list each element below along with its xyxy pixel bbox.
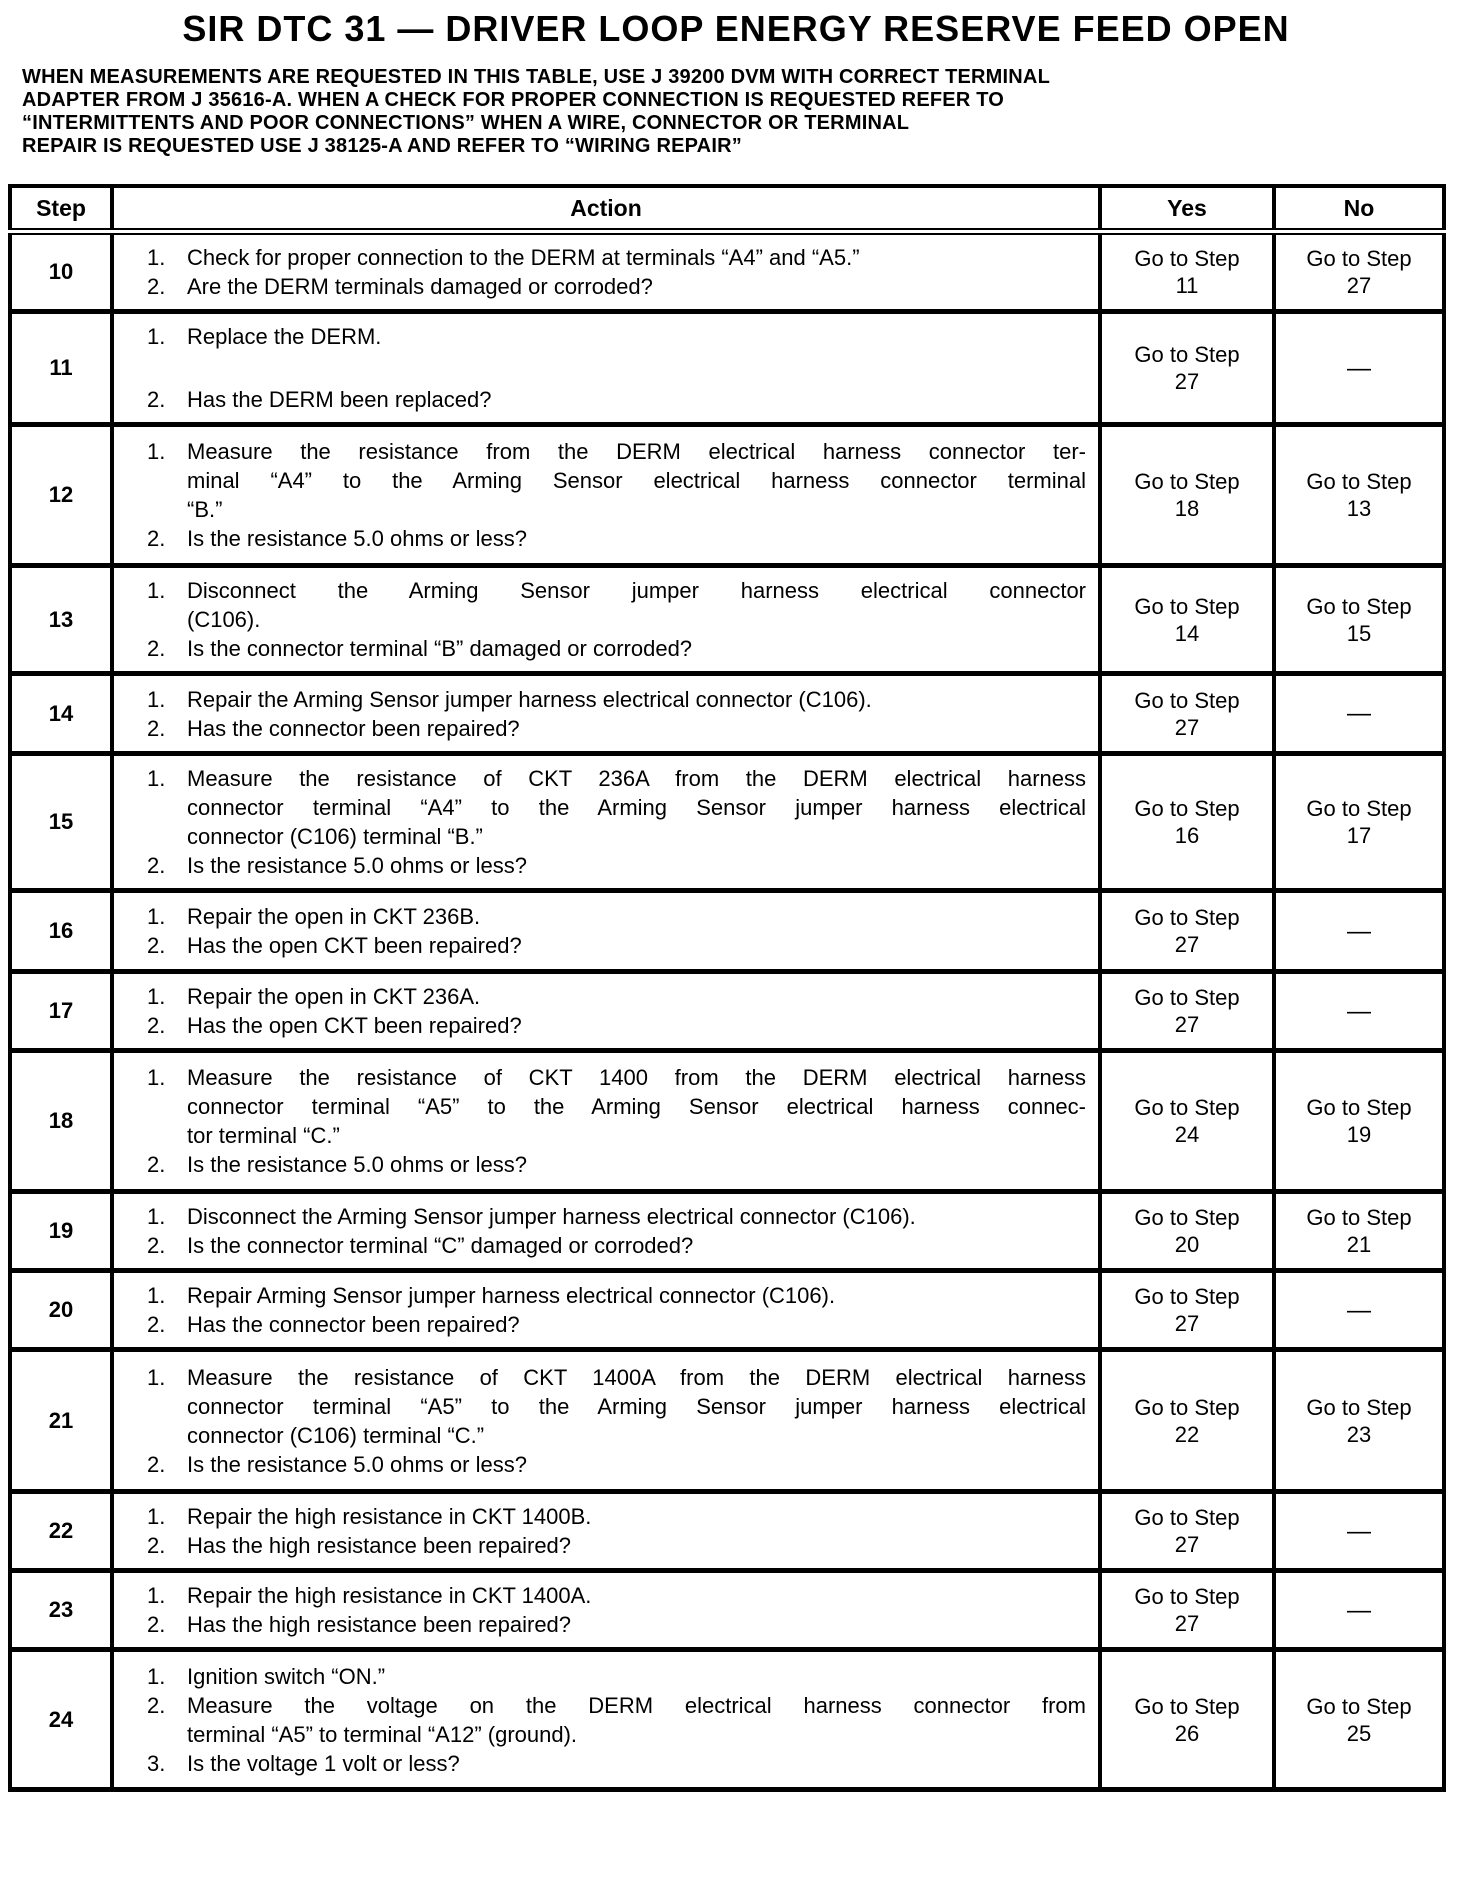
action-cell bbox=[112, 312, 1100, 425]
action-cell bbox=[112, 425, 1100, 566]
goto-text: Go to Step bbox=[1306, 1693, 1412, 1719]
goto-text: Go to Step bbox=[1134, 1505, 1240, 1530]
dash: — bbox=[1347, 917, 1371, 945]
intro-paragraph bbox=[22, 66, 1472, 158]
table-row bbox=[10, 312, 1444, 425]
action-line: Has the high resistance been repaired? bbox=[187, 1612, 572, 1637]
action-cell bbox=[112, 891, 1100, 972]
goto-step-number: 13 bbox=[1346, 496, 1372, 521]
action-item bbox=[147, 764, 1086, 851]
table-row bbox=[10, 1051, 1444, 1192]
action-item bbox=[147, 385, 1086, 414]
goto-step-number: 14 bbox=[1174, 620, 1200, 646]
action-items bbox=[147, 1502, 1086, 1560]
item-number: 1. bbox=[147, 1364, 166, 1390]
action-line: Measure the resistance from the DERM electrical harness connector ter- bbox=[187, 439, 1086, 464]
item-number: 2. bbox=[147, 933, 166, 958]
diagnostic-table bbox=[8, 184, 1446, 1792]
action-cell bbox=[112, 972, 1100, 1051]
goto-step-number: 27 bbox=[1174, 369, 1200, 394]
intro-line: “INTERMITTENTS AND POOR CONNECTIONS” WHEN A WIRE, CONNECTOR OR TERMINAL bbox=[22, 112, 910, 134]
header-cell-step: Step bbox=[10, 186, 112, 232]
header-row bbox=[10, 186, 1444, 232]
table-row bbox=[10, 1571, 1444, 1650]
goto-step-number: 26 bbox=[1174, 1720, 1200, 1746]
goto-step-number: 23 bbox=[1346, 1421, 1372, 1447]
action-item bbox=[147, 322, 1086, 351]
dash: — bbox=[1347, 700, 1371, 727]
no-cell bbox=[1274, 232, 1444, 312]
action-line: Measure the resistance of CKT 1400A from the DERM electrical harness bbox=[187, 1364, 1086, 1390]
action-item bbox=[147, 1749, 1086, 1778]
goto-step-number: 27 bbox=[1174, 1311, 1200, 1336]
action-items bbox=[147, 322, 1086, 414]
action-item bbox=[147, 524, 1086, 553]
goto-text: Go to Step bbox=[1134, 1095, 1240, 1120]
goto-text: Go to Step bbox=[1134, 796, 1240, 821]
item-number: 1. bbox=[147, 1583, 166, 1608]
step-cell: 23 bbox=[10, 1571, 112, 1650]
goto-step-number: 25 bbox=[1346, 1720, 1372, 1746]
item-number: 2. bbox=[147, 1692, 166, 1718]
action-cell bbox=[112, 674, 1100, 754]
step-cell: 11 bbox=[10, 312, 112, 425]
action-line: “B.” bbox=[187, 497, 223, 522]
action-item bbox=[147, 685, 1086, 714]
action-items bbox=[147, 1363, 1086, 1479]
action-items bbox=[147, 982, 1086, 1040]
action-item bbox=[147, 1691, 1086, 1749]
action-item bbox=[147, 437, 1086, 524]
action-line: Is the connector terminal “C” damaged or corroded? bbox=[187, 1233, 694, 1258]
goto-text: Go to Step bbox=[1134, 469, 1240, 494]
action-line: connector terminal “A5” to the Arming Sensor jumper harness electrical bbox=[187, 1393, 1086, 1419]
goto-text: Go to Step bbox=[1306, 1205, 1412, 1230]
goto-step-number: 15 bbox=[1346, 620, 1372, 646]
action-items bbox=[147, 764, 1086, 880]
item-number: 2. bbox=[147, 1233, 166, 1258]
item-number: 2. bbox=[147, 1451, 166, 1477]
no-cell bbox=[1274, 754, 1444, 891]
item-number: 1. bbox=[147, 324, 166, 349]
goto-text: Go to Step bbox=[1134, 342, 1240, 367]
action-items bbox=[147, 1063, 1086, 1179]
no-cell bbox=[1274, 1571, 1444, 1650]
action-line: Measure the resistance of CKT 1400 from the DERM electrical harness bbox=[187, 1065, 1086, 1090]
action-item bbox=[147, 1231, 1086, 1260]
action-item bbox=[147, 1610, 1086, 1639]
table-row bbox=[10, 1192, 1444, 1271]
item-number: 1. bbox=[147, 904, 166, 929]
header-cell-no: No bbox=[1274, 186, 1444, 232]
action-item bbox=[147, 1581, 1086, 1610]
action-items bbox=[147, 576, 1086, 663]
action-items bbox=[147, 1662, 1086, 1778]
goto-text: Go to Step bbox=[1134, 1584, 1240, 1609]
table-row bbox=[10, 754, 1444, 891]
yes-cell bbox=[1100, 232, 1274, 312]
table-row bbox=[10, 674, 1444, 754]
item-number: 2. bbox=[147, 1533, 166, 1558]
action-line: connector (C106) terminal “B.” bbox=[187, 824, 483, 849]
action-cell bbox=[112, 1271, 1100, 1350]
action-line: Is the connector terminal “B” damaged or corroded? bbox=[187, 636, 693, 661]
goto-text: Go to Step bbox=[1306, 1095, 1412, 1120]
action-line: Replace the DERM. bbox=[187, 324, 382, 349]
yes-cell bbox=[1100, 566, 1274, 674]
item-number: 1. bbox=[147, 578, 166, 603]
page-title: SIR DTC 31 — DRIVER LOOP ENERGY RESERVE FEED OPEN bbox=[182, 8, 1290, 49]
action-line: Is the resistance 5.0 ohms or less? bbox=[187, 853, 527, 878]
goto-step-number: 18 bbox=[1174, 496, 1200, 521]
item-number: 2. bbox=[147, 1013, 166, 1038]
yes-cell bbox=[1100, 1650, 1274, 1790]
action-item bbox=[147, 1531, 1086, 1560]
goto-text: Go to Step bbox=[1306, 593, 1412, 619]
action-cell bbox=[112, 232, 1100, 312]
action-item bbox=[147, 902, 1086, 931]
no-cell bbox=[1274, 566, 1444, 674]
action-line: Has the connector been repaired? bbox=[187, 1312, 520, 1337]
no-cell bbox=[1274, 312, 1444, 425]
item-number: 1. bbox=[147, 686, 166, 712]
action-items bbox=[147, 1202, 1086, 1260]
action-item bbox=[147, 1202, 1086, 1231]
goto-step-number: 20 bbox=[1174, 1232, 1200, 1257]
table-row bbox=[10, 1271, 1444, 1350]
step-cell: 10 bbox=[10, 232, 112, 312]
action-item bbox=[147, 851, 1086, 880]
action-line: Is the resistance 5.0 ohms or less? bbox=[187, 1451, 527, 1477]
action-item bbox=[147, 931, 1086, 960]
yes-cell bbox=[1100, 312, 1274, 425]
item-number: 3. bbox=[147, 1750, 166, 1776]
action-line: connector terminal “A5” to the Arming Sensor electrical harness connec- bbox=[187, 1094, 1086, 1119]
item-number: 2. bbox=[147, 1612, 166, 1637]
header-cell-action: Action bbox=[112, 186, 1100, 232]
step-cell: 22 bbox=[10, 1492, 112, 1571]
yes-cell bbox=[1100, 425, 1274, 566]
table-row bbox=[10, 232, 1444, 312]
action-item bbox=[147, 272, 1086, 301]
yes-cell bbox=[1100, 754, 1274, 891]
action-item bbox=[147, 1363, 1086, 1450]
action-item bbox=[147, 714, 1086, 743]
goto-step-number: 27 bbox=[1174, 932, 1200, 957]
item-number: 2. bbox=[147, 387, 166, 412]
step-cell: 16 bbox=[10, 891, 112, 972]
step-cell: 18 bbox=[10, 1051, 112, 1192]
action-items bbox=[147, 902, 1086, 960]
table-row bbox=[10, 1492, 1444, 1571]
item-number: 2. bbox=[147, 526, 166, 551]
goto-text: Go to Step bbox=[1306, 796, 1412, 821]
action-item bbox=[147, 1310, 1086, 1339]
yes-cell bbox=[1100, 674, 1274, 754]
action-line: Check for proper connection to the DERM at terminals “A4” and “A5.” bbox=[187, 245, 860, 270]
action-items bbox=[147, 1581, 1086, 1639]
action-cell bbox=[112, 1192, 1100, 1271]
goto-step-number: 27 bbox=[1174, 1012, 1200, 1037]
dash: — bbox=[1347, 1296, 1371, 1324]
goto-step-number: 27 bbox=[1174, 714, 1200, 740]
dash: — bbox=[1347, 354, 1371, 382]
item-number: 2. bbox=[147, 715, 166, 741]
no-cell bbox=[1274, 1350, 1444, 1492]
action-line: Ignition switch “ON.” bbox=[187, 1663, 386, 1689]
action-items bbox=[147, 243, 1086, 301]
yes-cell bbox=[1100, 1051, 1274, 1192]
item-number: 1. bbox=[147, 245, 166, 270]
dash: — bbox=[1347, 1517, 1371, 1545]
step-cell: 20 bbox=[10, 1271, 112, 1350]
goto-text: Go to Step bbox=[1306, 1394, 1412, 1420]
action-cell bbox=[112, 1492, 1100, 1571]
header-cell-yes: Yes bbox=[1100, 186, 1274, 232]
goto-step-number: 11 bbox=[1175, 273, 1199, 298]
action-line: connector (C106) terminal “C.” bbox=[187, 1422, 485, 1448]
goto-step-number: 27 bbox=[1174, 1532, 1200, 1557]
intro-line: WHEN MEASUREMENTS ARE REQUESTED IN THIS TABLE, USE J 39200 DVM WITH CORRECT TERMINAL bbox=[22, 66, 1050, 88]
goto-step-number: 17 bbox=[1346, 823, 1372, 848]
item-number: 1. bbox=[147, 439, 166, 464]
goto-text: Go to Step bbox=[1134, 1205, 1240, 1230]
item-number: 2. bbox=[147, 274, 166, 299]
goto-text: Go to Step bbox=[1134, 1693, 1240, 1719]
action-line: connector terminal “A4” to the Arming Sensor jumper harness electrical bbox=[187, 795, 1086, 820]
action-line: Repair the open in CKT 236A. bbox=[187, 984, 481, 1009]
action-item bbox=[147, 1150, 1086, 1179]
yes-cell bbox=[1100, 1571, 1274, 1650]
goto-text: Go to Step bbox=[1306, 469, 1412, 494]
item-number: 2. bbox=[147, 1312, 166, 1337]
action-item bbox=[147, 1502, 1086, 1531]
item-number: 1. bbox=[147, 1065, 166, 1090]
goto-text: Go to Step bbox=[1134, 687, 1240, 713]
table-row bbox=[10, 1350, 1444, 1492]
action-line: Is the resistance 5.0 ohms or less? bbox=[187, 1152, 527, 1177]
intro-line: REPAIR IS REQUESTED USE J 38125-A AND REFER TO “WIRING REPAIR” bbox=[22, 135, 742, 157]
yes-cell bbox=[1100, 891, 1274, 972]
goto-text: Go to Step bbox=[1134, 593, 1240, 619]
goto-step-number: 27 bbox=[1174, 1611, 1200, 1636]
goto-step-number: 24 bbox=[1174, 1122, 1200, 1147]
goto-step-number: 16 bbox=[1174, 823, 1200, 848]
action-line: Measure the voltage on the DERM electrical harness connector from bbox=[187, 1692, 1086, 1718]
action-cell bbox=[112, 1571, 1100, 1650]
action-cell bbox=[112, 754, 1100, 891]
action-line: Repair Arming Sensor jumper harness electrical connector (C106). bbox=[187, 1283, 836, 1308]
table-body bbox=[10, 232, 1444, 1790]
action-line: Is the voltage 1 volt or less? bbox=[187, 1750, 460, 1776]
action-line: minal “A4” to the Arming Sensor electrical harness connector terminal bbox=[187, 468, 1086, 493]
step-cell: 19 bbox=[10, 1192, 112, 1271]
no-cell bbox=[1274, 972, 1444, 1051]
action-line: Has the open CKT been repaired? bbox=[187, 1013, 522, 1038]
action-line: Disconnect the Arming Sensor jumper harness electrical connector (C106). bbox=[187, 1204, 916, 1229]
dash: — bbox=[1347, 1596, 1371, 1624]
action-cell bbox=[112, 1650, 1100, 1790]
step-cell: 24 bbox=[10, 1650, 112, 1790]
goto-text: Go to Step bbox=[1134, 905, 1240, 930]
action-line: Repair the high resistance in CKT 1400A. bbox=[187, 1583, 592, 1608]
no-cell bbox=[1274, 1051, 1444, 1192]
yes-cell bbox=[1100, 1271, 1274, 1350]
item-number: 1. bbox=[147, 1663, 166, 1689]
item-number: 1. bbox=[147, 1283, 166, 1308]
item-number: 1. bbox=[147, 984, 166, 1009]
action-item bbox=[147, 1450, 1086, 1479]
action-line: Repair the open in CKT 236B. bbox=[187, 904, 481, 929]
goto-text: Go to Step bbox=[1134, 985, 1240, 1010]
item-number: 1. bbox=[147, 766, 166, 791]
goto-text: Go to Step bbox=[1134, 1394, 1240, 1420]
action-line: (C106). bbox=[187, 607, 261, 632]
action-item bbox=[147, 634, 1086, 663]
goto-text: Go to Step bbox=[1306, 246, 1412, 271]
goto-text: Go to Step bbox=[1134, 246, 1240, 271]
goto-text: Go to Step bbox=[1134, 1284, 1240, 1309]
action-item bbox=[147, 243, 1086, 272]
table-row bbox=[10, 891, 1444, 972]
no-cell bbox=[1274, 674, 1444, 754]
action-item bbox=[147, 982, 1086, 1011]
dash: — bbox=[1347, 997, 1371, 1025]
action-items bbox=[147, 685, 1086, 743]
action-item bbox=[147, 1063, 1086, 1150]
action-line: terminal “A5” to terminal “A12” (ground). bbox=[187, 1721, 578, 1747]
no-cell bbox=[1274, 425, 1444, 566]
no-cell bbox=[1274, 891, 1444, 972]
yes-cell bbox=[1100, 1492, 1274, 1571]
action-line: Has the connector been repaired? bbox=[187, 715, 520, 741]
table-row bbox=[10, 1650, 1444, 1790]
table-row bbox=[10, 972, 1444, 1051]
action-line: Repair the Arming Sensor jumper harness electrical connector (C106). bbox=[187, 686, 872, 712]
action-line: Has the open CKT been repaired? bbox=[187, 933, 522, 958]
no-cell bbox=[1274, 1192, 1444, 1271]
step-cell: 15 bbox=[10, 754, 112, 891]
goto-step-number: 22 bbox=[1174, 1421, 1200, 1447]
action-line: Is the resistance 5.0 ohms or less? bbox=[187, 526, 527, 551]
action-item bbox=[147, 1281, 1086, 1310]
table-row bbox=[10, 566, 1444, 674]
action-cell bbox=[112, 566, 1100, 674]
action-item bbox=[147, 1011, 1086, 1040]
table-row bbox=[10, 425, 1444, 566]
no-cell bbox=[1274, 1271, 1444, 1350]
action-item bbox=[147, 576, 1086, 634]
step-cell: 13 bbox=[10, 566, 112, 674]
item-number: 1. bbox=[147, 1504, 166, 1529]
item-number: 1. bbox=[147, 1204, 166, 1229]
item-number: 2. bbox=[147, 1152, 166, 1177]
intro-line: ADAPTER FROM J 35616-A. WHEN A CHECK FOR PROPER CONNECTION IS REQUESTED REFER TO bbox=[22, 89, 1005, 111]
yes-cell bbox=[1100, 1192, 1274, 1271]
goto-step-number: 27 bbox=[1346, 273, 1372, 298]
action-cell bbox=[112, 1350, 1100, 1492]
action-item bbox=[147, 1662, 1086, 1691]
goto-step-number: 19 bbox=[1346, 1122, 1372, 1147]
no-cell bbox=[1274, 1650, 1444, 1790]
action-line: Are the DERM terminals damaged or corroded? bbox=[187, 274, 653, 299]
action-cell bbox=[112, 1051, 1100, 1192]
goto-step-number: 21 bbox=[1346, 1232, 1372, 1257]
action-line: Disconnect the Arming Sensor jumper harness electrical connector bbox=[187, 578, 1086, 603]
yes-cell bbox=[1100, 1350, 1274, 1492]
item-number: 2. bbox=[147, 853, 166, 878]
item-number: 2. bbox=[147, 636, 166, 661]
action-line: Repair the high resistance in CKT 1400B. bbox=[187, 1504, 592, 1529]
step-cell: 21 bbox=[10, 1350, 112, 1492]
action-items bbox=[147, 437, 1086, 553]
step-cell: 12 bbox=[10, 425, 112, 566]
yes-cell bbox=[1100, 972, 1274, 1051]
action-line: Has the DERM been replaced? bbox=[187, 387, 492, 412]
no-cell bbox=[1274, 1492, 1444, 1571]
step-cell: 14 bbox=[10, 674, 112, 754]
action-items bbox=[147, 1281, 1086, 1339]
action-line: Measure the resistance of CKT 236A from the DERM electrical harness bbox=[187, 766, 1086, 791]
step-cell: 17 bbox=[10, 972, 112, 1051]
action-line: Has the high resistance been repaired? bbox=[187, 1533, 572, 1558]
action-line: tor terminal “C.” bbox=[187, 1123, 340, 1148]
